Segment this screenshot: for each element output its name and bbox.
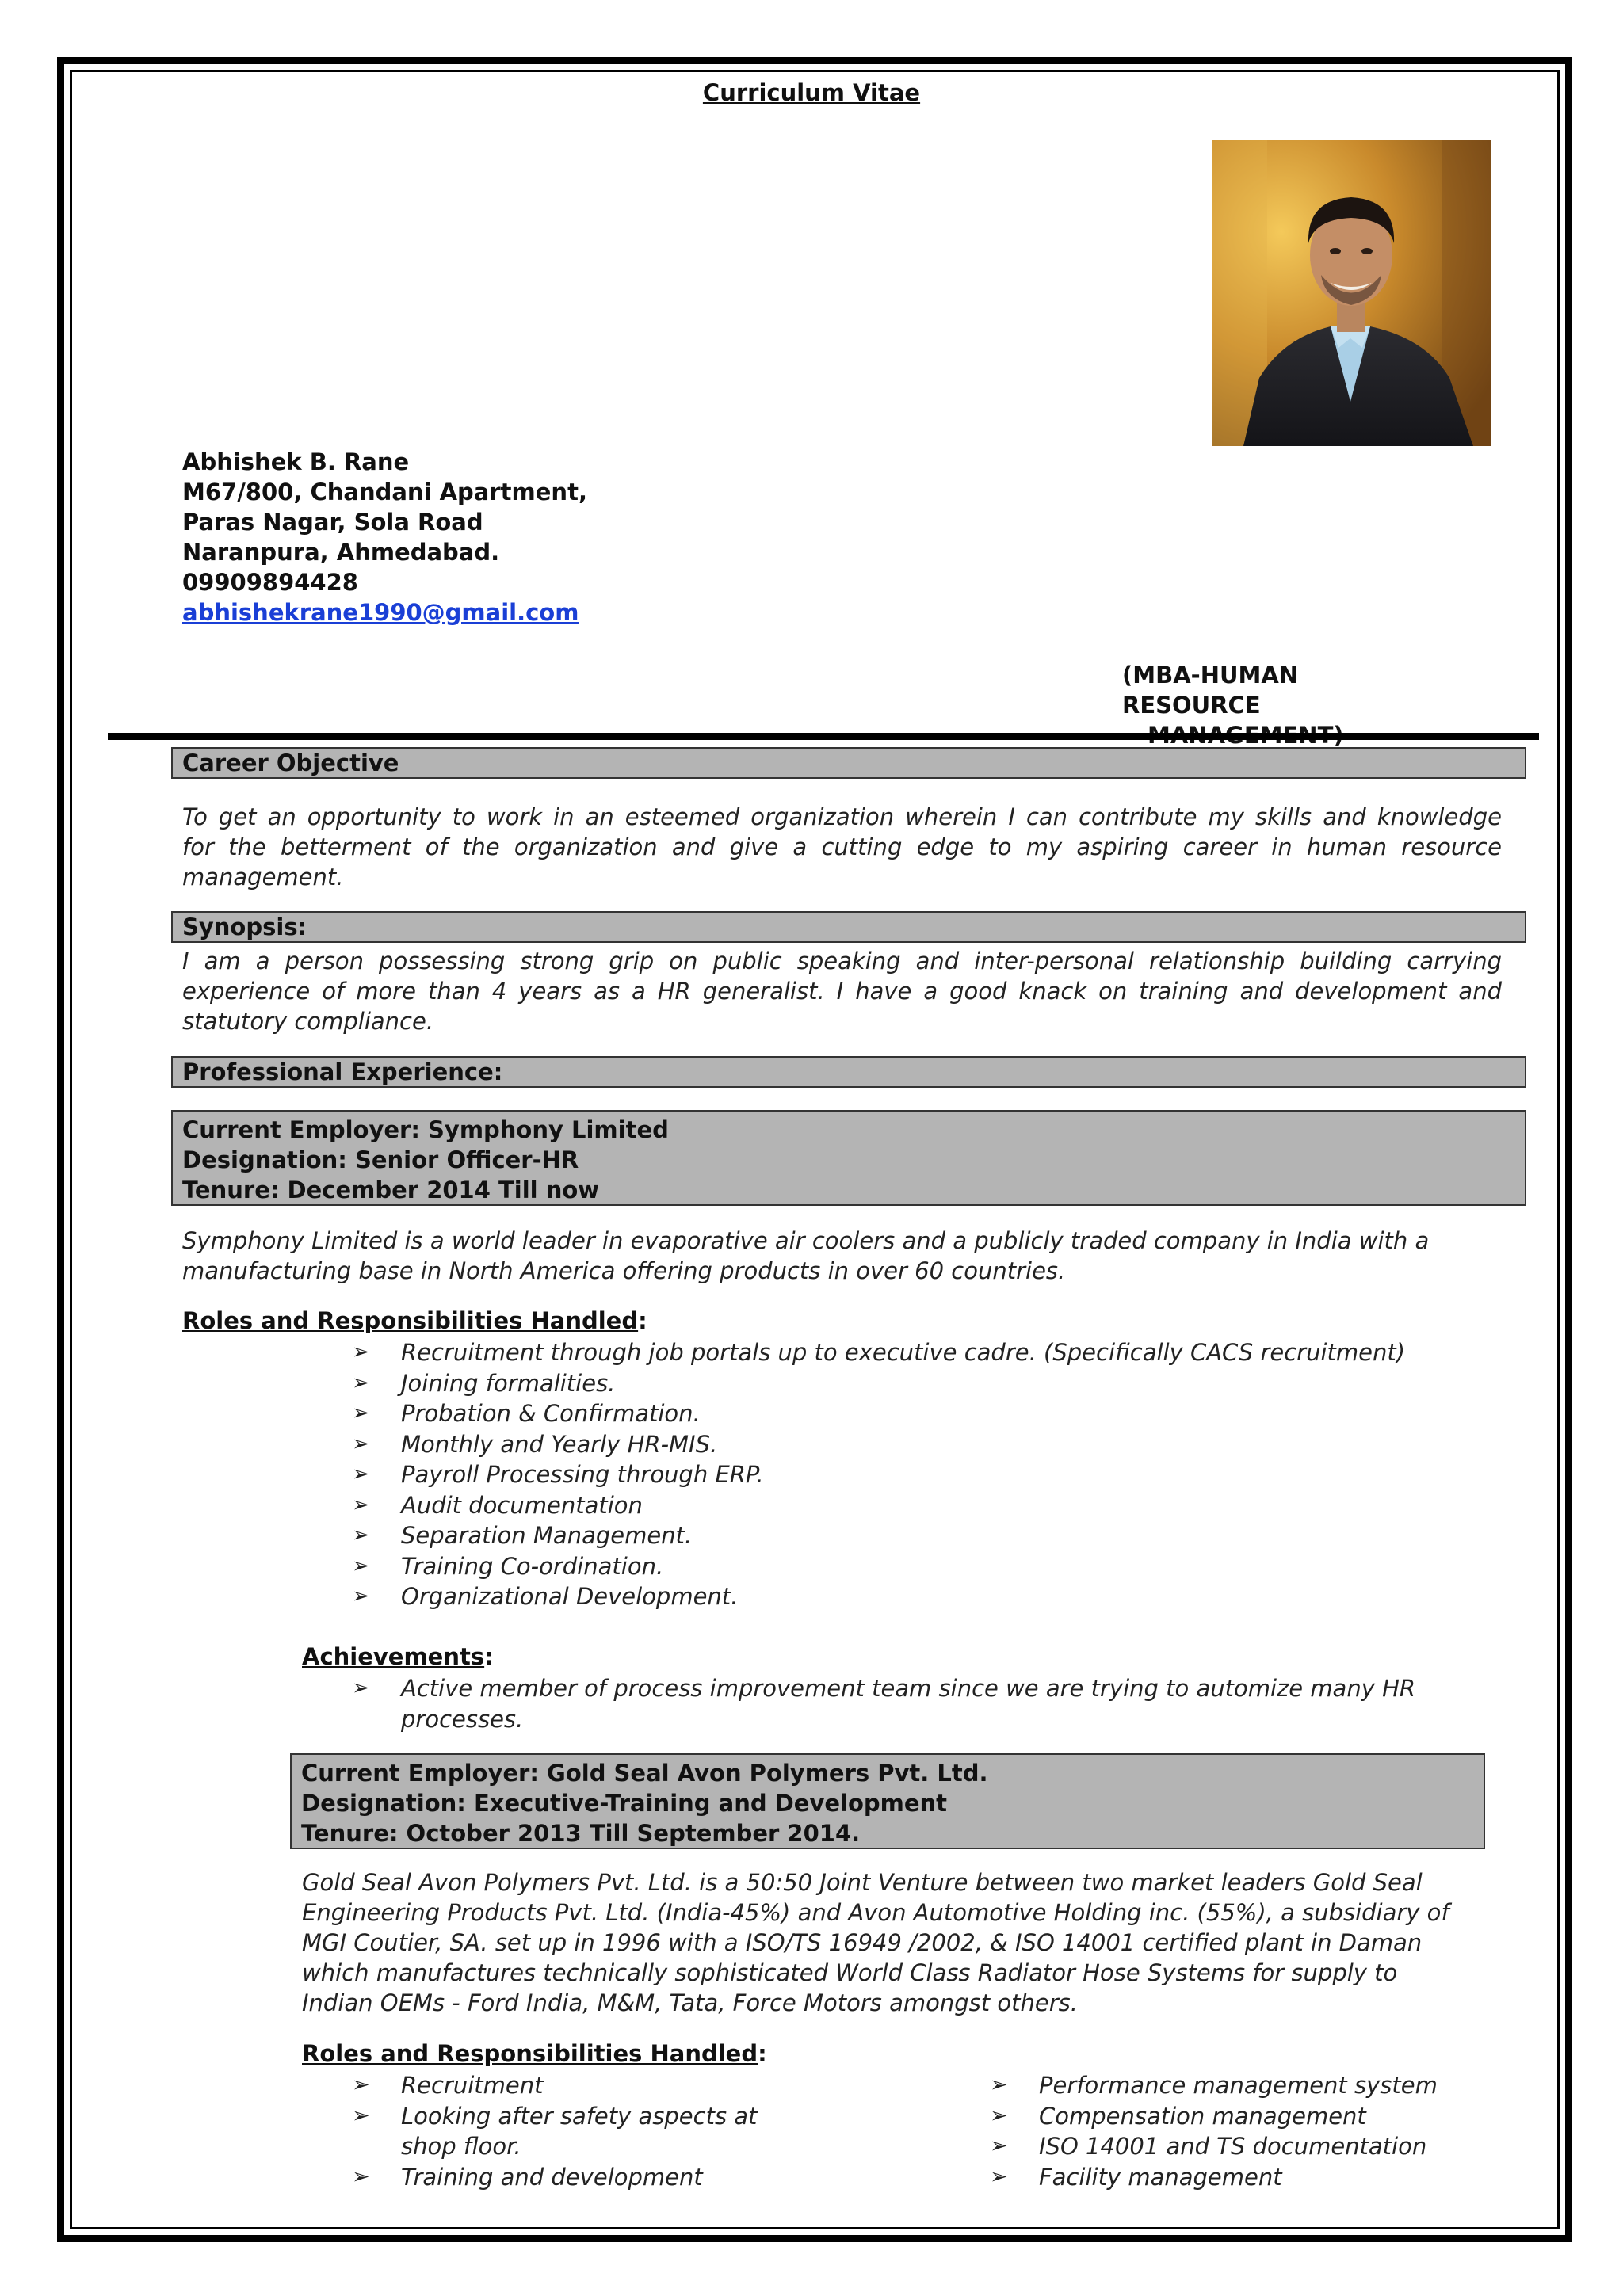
achievement-text-continued: processes. [401,1705,524,1733]
career-objective-text [182,802,1502,892]
bullet-arrow-icon: ➢ [352,1340,370,1364]
job1-employer: Current Employer: Symphony Limited [182,1116,669,1143]
role-text: Training and development [401,2163,703,2191]
bullet-arrow-icon: ➢ [352,2103,370,2128]
role-text: Probation & Confirmation. [401,1400,701,1427]
job1-description [182,1226,1529,1286]
achievement-text: Active member of process improvement team since we are trying to automize many HR [401,1675,1416,1702]
bullet-arrow-icon: ➢ [990,2164,1008,2189]
list-item [990,2162,1438,2193]
role-text: Compensation management [1039,2102,1366,2130]
bullet-arrow-icon: ➢ [352,1676,370,1700]
bullet-arrow-icon: ➢ [352,1431,370,1456]
role-text: Payroll Processing through ERP. [401,1461,764,1488]
job2-description-line: MGI Coutier, SA. set up in 1996 with a ISO/TS 16949 /2002, & ISO 14001 certified plant in Daman [302,1929,1423,1956]
role-text: Monthly and Yearly HR-MIS. [401,1430,718,1458]
job1-achievements-list [352,1673,1415,1734]
role-text: Recruitment through job portals up to executive cadre. (Specifically CACS recruitment) [401,1339,1406,1366]
job1-designation: Designation: Senior Officer-HR [182,1146,579,1173]
bullet-arrow-icon: ➢ [352,1492,370,1517]
synopsis-heading: Synopsis: [171,911,1526,943]
list-item [352,2070,757,2101]
job1-roles-heading [182,1307,647,1334]
bullet-arrow-icon: ➢ [352,2073,370,2097]
address-line-2: Paras Nagar, Sola Road [182,509,483,536]
job1-roles-list [352,1337,1405,1612]
job2-description [302,1867,1507,2018]
job2-roles-heading [302,2040,767,2067]
contact-block [182,447,587,627]
job2-header [290,1753,1485,1849]
list-item [352,1673,1415,1734]
list-item [352,1337,1405,1368]
synopsis-line: I am a person possessing strong grip on public speaking and inter-personal relationship building carrying [182,948,1502,974]
list-item [990,2131,1438,2162]
career-objective-line: for the betterment of the organization and give a cutting edge to my aspiring career in human resource [182,833,1502,860]
list-item [352,2101,757,2162]
role-text: ISO 14001 and TS documentation [1039,2133,1427,2160]
profile-photo [1212,140,1491,446]
role-text: Separation Management. [401,1522,693,1549]
job1-roles-heading-colon: : [638,1307,647,1334]
list-item [352,1490,1405,1521]
job2-roles-list-left [352,2070,757,2192]
job1-header [171,1110,1526,1206]
header-divider [108,733,1539,740]
job2-description-line: Engineering Products Pvt. Ltd. (India-45%) and Avon Automotive Holding inc. (55%), a subsidiary of [302,1899,1449,1926]
job2-designation: Designation: Executive-Training and Development [301,1790,948,1817]
list-item [352,2162,757,2193]
job1-roles-heading-text: Roles and Responsibilities Handled [182,1307,639,1334]
job2-employer: Current Employer: Gold Seal Avon Polymers Pvt. Ltd. [301,1760,988,1787]
job2-roles-heading-colon: : [758,2040,767,2067]
role-text-continued: shop floor. [401,2133,521,2160]
address-line-1: M67/800, Chandani Apartment, [182,479,587,505]
job1-tenure: Tenure: December 2014 Till now [182,1177,600,1203]
role-text: Recruitment [401,2072,544,2099]
address-line-3: Naranpura, Ahmedabad. [182,539,500,566]
list-item [352,1459,1405,1490]
synopsis-line: experience of more than 4 years as a HR generalist. I have a good knack on training and development and [182,978,1502,1005]
job2-roles-list-right [990,2070,1438,2192]
list-item [352,1551,1405,1582]
bullet-arrow-icon: ➢ [990,2073,1008,2097]
list-item [990,2101,1438,2132]
bullet-arrow-icon: ➢ [990,2134,1008,2158]
list-item [352,1520,1405,1551]
bullet-arrow-icon: ➢ [352,1401,370,1425]
job2-tenure: Tenure: October 2013 Till September 2014. [301,1820,861,1847]
career-objective-line: management. [182,864,344,891]
career-objective-line: To get an opportunity to work in an esteemed organization wherein I can contribute my skills and knowledge [182,803,1502,830]
achievements-heading-text: Achievements [302,1643,485,1670]
job1-achievements-heading [302,1643,494,1670]
list-item [352,1398,1405,1429]
list-item [352,1581,1405,1612]
role-text: Performance management system [1039,2072,1438,2099]
document-title: Curriculum Vitae [702,79,921,106]
bullet-arrow-icon: ➢ [352,1553,370,1578]
email-link[interactable]: abhishekrane1990@gmail.com [182,599,579,626]
role-text: Joining formalities. [401,1369,616,1397]
bullet-arrow-icon: ➢ [990,2103,1008,2128]
role-text: Organizational Development. [401,1583,739,1610]
bullet-arrow-icon: ➢ [352,1523,370,1547]
bullet-arrow-icon: ➢ [352,1584,370,1608]
job2-description-line: Gold Seal Avon Polymers Pvt. Ltd. is a 50:50 Joint Venture between two market leaders Gold Seal [302,1869,1423,1896]
job2-roles-heading-text: Roles and Responsibilities Handled [302,2040,758,2067]
role-text: Audit documentation [401,1491,643,1519]
bullet-arrow-icon: ➢ [352,2164,370,2189]
job1-description-line: Symphony Limited is a world leader in evaporative air coolers and a publicly traded company in India with a [182,1227,1430,1254]
list-item [990,2070,1438,2101]
bullet-arrow-icon: ➢ [352,1370,370,1395]
job1-description-line: manufacturing base in North America offering products in over 60 countries. [182,1257,1066,1284]
candidate-name: Abhishek B. Rane [182,448,410,475]
experience-heading: Professional Experience: [171,1056,1526,1088]
role-text: Looking after safety aspects at [401,2102,758,2130]
job2-description-line: Indian OEMs - Ford India, M&M, Tata, Force Motors amongst others. [302,1989,1078,2016]
list-item [352,1429,1405,1460]
career-objective-heading: Career Objective [171,747,1526,779]
bullet-arrow-icon: ➢ [352,1462,370,1486]
list-item [352,1368,1405,1399]
job2-description-line: which manufactures technically sophisticated World Class Radiator Hose Systems for supply to [302,1959,1398,1986]
achievements-heading-colon: : [484,1643,494,1670]
synopsis-text [182,946,1502,1036]
phone-number: 09909894428 [182,569,358,596]
degree-line-1: (MBA-HUMAN RESOURCE [1122,662,1299,719]
role-text: Facility management [1039,2163,1282,2191]
role-text: Training Co-ordination. [401,1552,664,1580]
synopsis-line: statutory compliance. [182,1008,434,1035]
